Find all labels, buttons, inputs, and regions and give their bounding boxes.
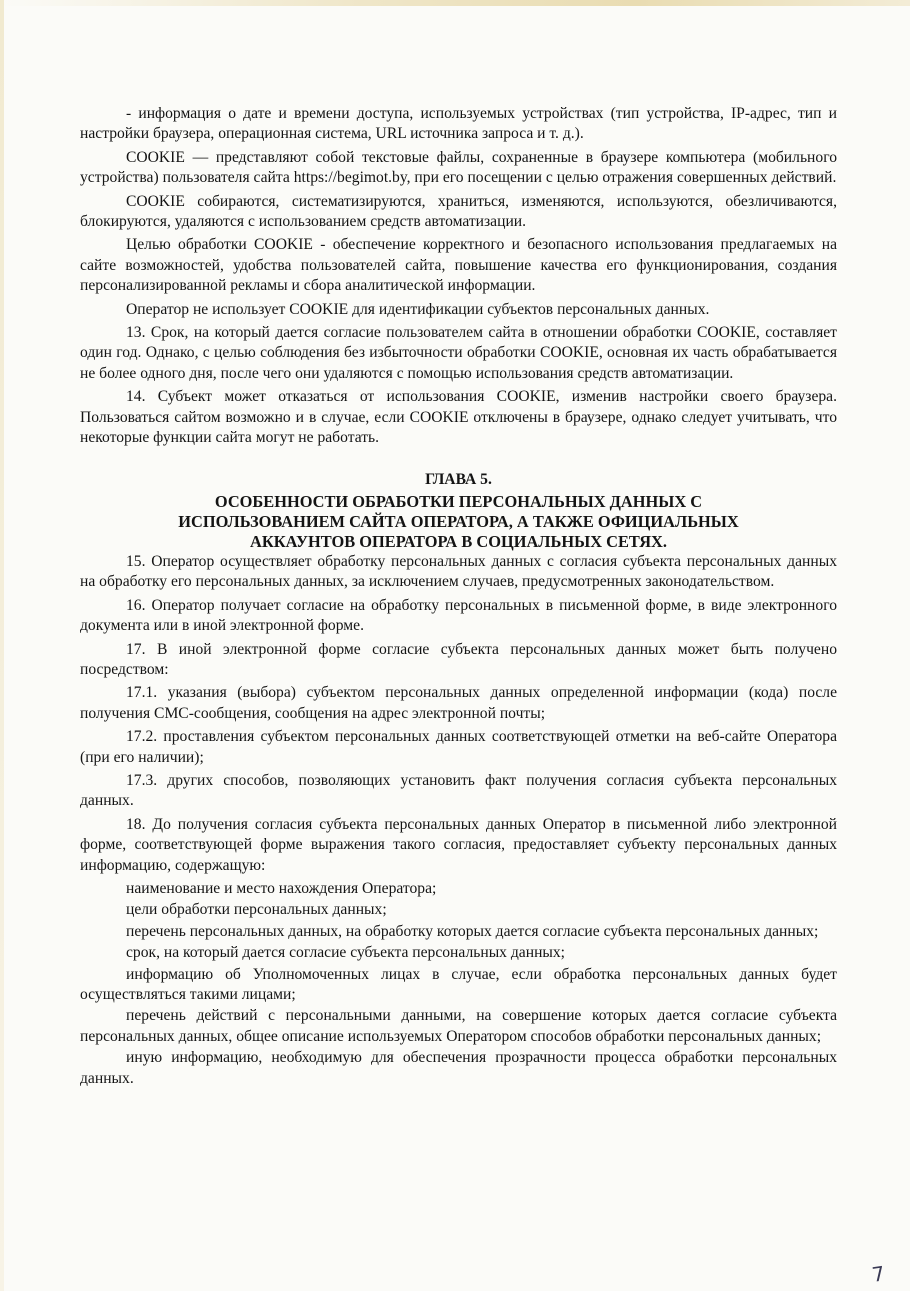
paper-edge-left bbox=[0, 0, 4, 1291]
paragraph: 17.3. других способов, позволяющих установить факт получения согласия субъекта персональных данных. bbox=[80, 771, 837, 810]
list-item: перечень персональных данных, на обработку которых дается согласие субъекта персональных данных; bbox=[126, 922, 819, 940]
paragraph: 14. Субъект может отказаться от использования COOKIE, изменив настройки своего браузера. Пользоваться сайтом возможно и в случае, если COOKIE отключены в браузере, однако следует учитывать, что некоторые функции сайта могут не работать. bbox=[80, 388, 837, 447]
paragraph: COOKIE — представляют собой текстовые файлы, сохраненные в браузере компьютера (мобильного устройства) пользователя сайта https://begimot.by, при его посещении с целью отражения совершенных действий. bbox=[80, 148, 837, 187]
paragraph: 13. Срок, на который дается согласие пользователем сайта в отношении обработки COOKIE, составляет один год. Однако, с целью соблюдения без избыточности обработки COOKIE, основная их часть обрабатывается не более одного дня, после чего они удаляются с помощью использования средств автоматизации. bbox=[80, 324, 837, 382]
chapter-number: ГЛАВА 5. bbox=[425, 470, 492, 488]
paragraph: Целью обработки COOKIE - обеспечение корректного и безопасного использования предлагаемых на сайте возможностей, удобства пользователей сайта, повышение качества его функционирования, создания персонализированной рекламы и сбора аналитической информации. bbox=[80, 236, 837, 295]
paragraph: 18. До получения согласия субъекта персональных данных Оператор в письменной либо электронной форме, соответствующей форме выражения такого согласия, предоставляет субъекту персональных данных информацию, содержащую: bbox=[80, 815, 837, 874]
chapter-title-line: ОСОБЕННОСТИ ОБРАБОТКИ ПЕРСОНАЛЬНЫХ ДАННЫХ С bbox=[214, 491, 703, 511]
page-number: 7 bbox=[870, 1261, 887, 1287]
document-page bbox=[80, 104, 837, 1090]
chapter-title-line: ИСПОЛЬЗОВАНИЕМ САЙТА ОПЕРАТОРА, А ТАКЖЕ ОФИЦИАЛЬНЫХ bbox=[178, 511, 739, 531]
paragraph: Оператор не использует COOKIE для идентификации субъектов персональных данных. bbox=[126, 300, 710, 318]
chapter-title-line: АККАУНТОВ ОПЕРАТОРА В СОЦИАЛЬНЫХ СЕТЯХ. bbox=[250, 531, 667, 551]
paragraph: 17.1. указания (выбора) субъектом персональных данных определенной информации (кода) после получения СМС-сообщения, сообщения на адрес электронной почты; bbox=[80, 684, 837, 722]
paragraph: 17. В иной электронной форме согласие субъекта персональных данных может быть получено посредством: bbox=[80, 640, 837, 678]
paragraph: - информация о дате и времени доступа, используемых устройствах (тип устройства, IP-адрес, тип и настройки браузера, операционная система, URL источника запроса и т. д.). bbox=[80, 105, 837, 143]
list-item: цели обработки персональных данных; bbox=[126, 901, 387, 919]
list-item: информацию об Уполномоченных лицах в случае, если обработка персональных данных будет осуществляться такими лицами; bbox=[80, 965, 837, 1004]
paragraph: 17.2. проставления субъектом персональных данных соответствующей отметки на веб-сайте Оператора (при его наличии); bbox=[80, 728, 837, 766]
list-item: срок, на который дается согласие субъекта персональных данных; bbox=[126, 944, 566, 962]
paragraph: 15. Оператор осуществляет обработку персональных данных с согласия субъекта персональных данных на обработку его персональных данных, за исключением случаев, предусмотренных законодательством. bbox=[80, 552, 837, 591]
paragraph: 16. Оператор получает согласие на обработку персональных в письменной форме, в виде электронного документа или в иной электронной форме. bbox=[80, 596, 837, 635]
list-item: перечень действий с персональными данными, на совершение которых дается согласие субъекта персональных данных, общее описание используемых Оператором способов обработки персональных данных; bbox=[80, 1007, 837, 1045]
list-item: иную информацию, необходимую для обеспечения прозрачности процесса обработки персональных данных. bbox=[80, 1049, 837, 1087]
paper-edge bbox=[0, 0, 910, 6]
list-item: наименование и место нахождения Оператора; bbox=[126, 880, 437, 897]
paragraph: COOKIE собираются, систематизируются, храниться, изменяются, используются, обезличиваются, блокируются, удаляются с использованием средств автоматизации. bbox=[80, 192, 837, 231]
